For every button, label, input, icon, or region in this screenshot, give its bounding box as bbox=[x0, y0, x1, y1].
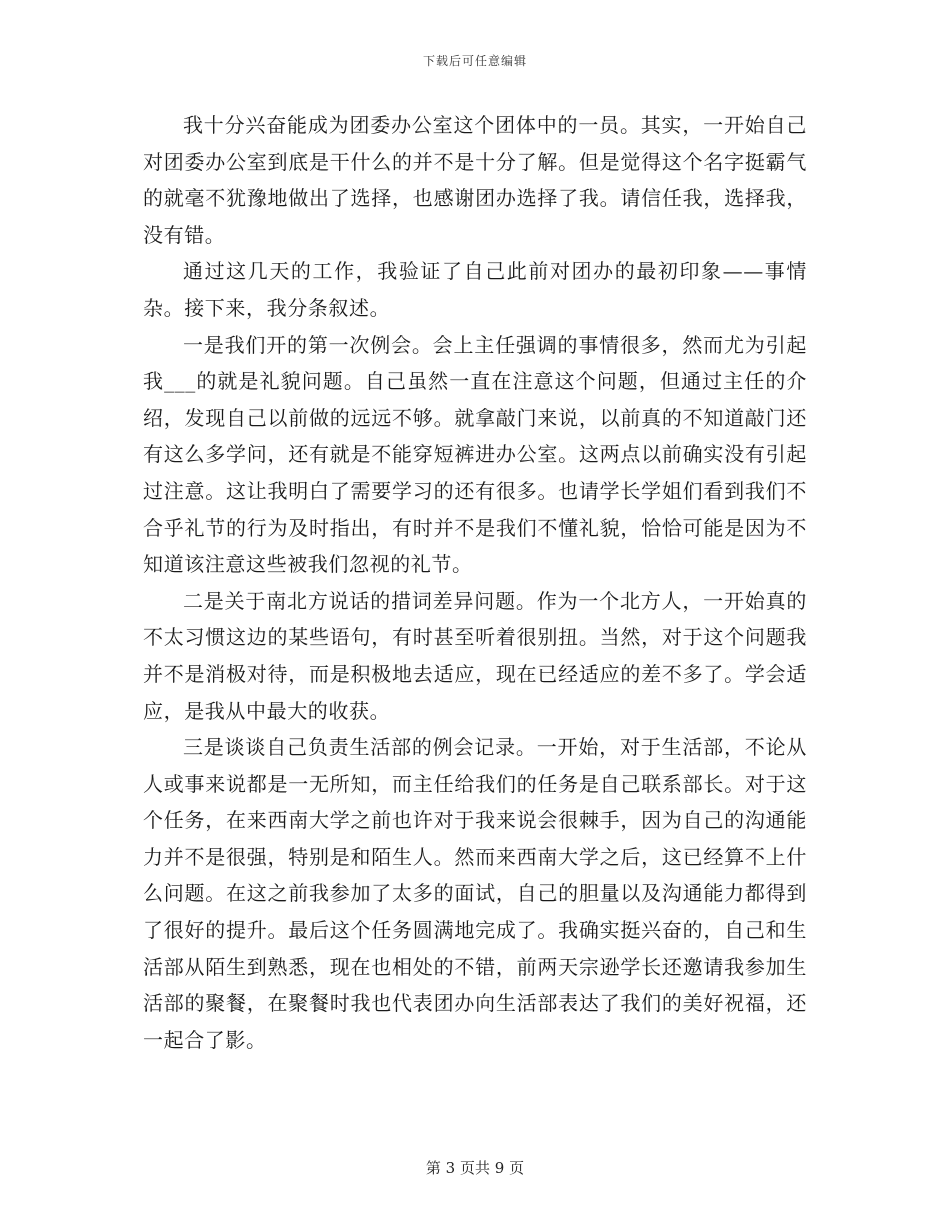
page-header: 下载后可任意编辑 bbox=[422, 54, 527, 68]
paragraph-4: 二是关于南北方说话的措词差异问题。作为一个北方人，一开始真的不太习惯这边的某些语句，有时甚至听着很别扭。当然，对于这个问题我并不是消极对待，而是积极地去适应，现在已经适应的差不多了。学会适应，是我从中最大的收获。 bbox=[143, 588, 807, 723]
paragraph-5: 三是谈谈自己负责生活部的例会记录。一开始，对于生活部，不论从人或事来说都是一无所知，而主任给我们的任务是自己联系部长。对于这个任务，在来西南大学之前也许对于我来说会很棘手，因为自己的沟通能力并不是很强，特别是和陌生人。然而来西南大学之后，这已经算不上什么问题。在这之前我参加了太多的面试，自己的胆量以及沟通能力都得到了很好的提升。最后这个任务圆满地完成了。我确实挺兴奋的，自己和生活部从陌生到熟悉，现在也相处的不错，前两天宗逊学长还邀请我参加生活部的聚餐，在聚餐时我也代表团办向生活部表达了我们的美好祝福，还一起合了影。 bbox=[143, 735, 807, 1052]
paragraph-2: 通过这几天的工作，我验证了自己此前对团办的最初印象——事情杂。接下来，我分条叙述。 bbox=[143, 259, 807, 320]
page-number-footer: 第 3 页共 9 页 bbox=[425, 1159, 525, 1177]
paragraph-1: 我十分兴奋能成为团委办公室这个团体中的一员。其实，一开始自己对团委办公室到底是干什么的并不是十分了解。但是觉得这个名字挺霸气的就毫不犹豫地做出了选择，也感谢团办选择了我。请信任我，选择我，没有错。 bbox=[143, 113, 807, 247]
document-body bbox=[143, 107, 807, 1058]
paragraph-3: 一是我们开的第一次例会。会上主任强调的事情很多，然而尤为引起我___的就是礼貌问题。自己虽然一直在注意这个问题，但通过主任的介绍，发现自己以前做的远远不够。就拿敲门来说，以前真的不知道敲门还有这么多学问，还有就是不能穿短裤进办公室。这两点以前确实没有引起过注意。这让我明白了需要学习的还有很多。也请学长学姐们看到我们不合乎礼节的行为及时指出，有时并不是我们不懂礼貌，恰恰可能是因为不知道该注意这些被我们忽视的礼节。 bbox=[143, 332, 807, 577]
